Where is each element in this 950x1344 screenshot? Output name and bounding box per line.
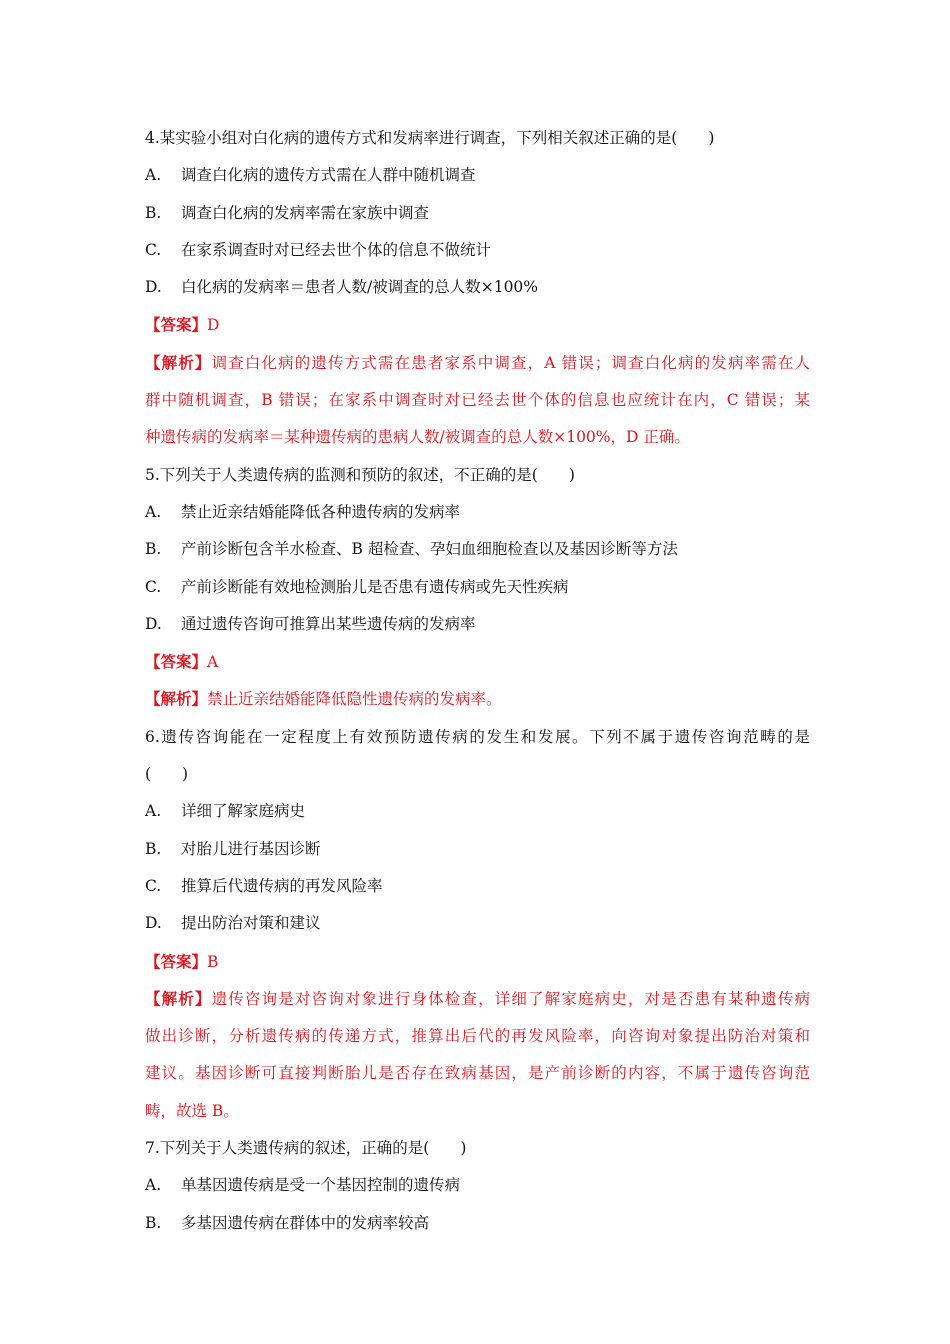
analysis-line: 群中随机调查，B 错误；在家系中调查时对已经去世个体的信息也应统计在内，C 错误；某 xyxy=(145,391,810,410)
question-7-option-b xyxy=(145,1205,810,1242)
question-6-option-b xyxy=(145,831,810,868)
analysis-line: 【解析】禁止近亲结婚能降低隐性遗传病的发病率。 xyxy=(145,689,502,709)
analysis-line: 种遗传病的发病率＝某种遗传病的患病人数/被调查的总人数×100%，D 正确。 xyxy=(145,428,690,447)
question-5-option-b xyxy=(145,531,810,568)
option-text: 调查白化病的遗传方式需在人群中随机调查 xyxy=(181,166,476,185)
answer-tag: 【答案】 xyxy=(145,652,208,672)
option-letter: A. xyxy=(145,1176,162,1195)
option-text: 调查白化病的发病率需在家族中调查 xyxy=(181,203,430,222)
option-letter: D. xyxy=(145,278,162,297)
analysis-tag: 【解析】 xyxy=(145,689,208,709)
question-4-option-b xyxy=(145,195,810,232)
question-5-option-d xyxy=(145,606,810,643)
question-6-stem xyxy=(145,719,810,794)
option-text: 多基因遗传病在群体中的发病率较高 xyxy=(181,1213,430,1232)
question-5-option-a xyxy=(145,494,810,531)
question-5-stem: 5.下列关于人类遗传病的监测和预防的叙述，不正确的是( ) xyxy=(145,465,575,484)
option-letter: C. xyxy=(145,577,162,596)
answer-value: B xyxy=(207,952,219,971)
question-7-option-a xyxy=(145,1167,810,1204)
option-text: 单基因遗传病是受一个基因控制的遗传病 xyxy=(181,1176,461,1195)
option-text: 详细了解家庭病史 xyxy=(181,802,306,821)
option-letter: A. xyxy=(145,166,162,185)
option-letter: B. xyxy=(145,203,162,222)
option-letter: C. xyxy=(145,876,162,895)
option-text: 在家系调查时对已经去世个体的信息不做统计 xyxy=(181,240,492,259)
question-6-option-a xyxy=(145,793,810,830)
question-7-stem: 7.下列关于人类遗传病的叙述，正确的是( ) xyxy=(145,1139,467,1158)
option-letter: C. xyxy=(145,240,162,259)
analysis-line: 畴，故选 B。 xyxy=(145,1101,239,1120)
option-letter: B. xyxy=(145,1213,162,1232)
question-6-answer xyxy=(145,943,810,980)
answer-tag: 【答案】 xyxy=(145,951,208,971)
option-letter: B. xyxy=(145,540,162,559)
analysis-line: 【解析】调查白化病的遗传方式需在患者家系中调查，A 错误；调查白化病的发病率需在人 xyxy=(145,352,810,372)
option-letter: A. xyxy=(145,802,162,821)
question-4-option-a xyxy=(145,157,810,194)
question-6-option-c xyxy=(145,868,810,905)
option-text: 推算后代遗传病的再发风险率 xyxy=(181,876,383,895)
question-6-analysis xyxy=(145,980,810,1130)
question-5-answer xyxy=(145,643,810,680)
stem-line: 6.遗传咨询能在一定程度上有效预防遗传病的发生和发展。下列不属于遗传咨询范畴的是 xyxy=(145,727,810,746)
option-letter: D. xyxy=(145,614,162,633)
option-text: 产前诊断包含羊水检查、B 超检查、孕妇血细胞检查以及基因诊断等方法 xyxy=(181,540,678,559)
question-4-analysis xyxy=(145,344,810,457)
answer-value: D xyxy=(207,316,220,335)
question-4-answer xyxy=(145,306,810,343)
option-letter: B. xyxy=(145,839,162,858)
analysis-tag: 【解析】 xyxy=(145,352,212,372)
analysis-tag: 【解析】 xyxy=(145,988,212,1008)
question-4-stem: 4.某实验小组对白化病的遗传方式和发病率进行调查，下列相关叙述正确的是( ) xyxy=(145,129,715,147)
question-5-option-c xyxy=(145,569,810,606)
analysis-line: 做出诊断，分析遗传病的传递方式，推算出后代的再发风险率，向咨询对象提出防治对策和 xyxy=(145,1027,810,1046)
option-text: 通过遗传咨询可推算出某些遗传病的发病率 xyxy=(181,614,476,633)
option-text: 提出防治对策和建议 xyxy=(181,914,321,933)
option-letter: A. xyxy=(145,502,162,521)
answer-tag: 【答案】 xyxy=(145,315,208,335)
option-letter: D. xyxy=(145,914,162,933)
option-text: 产前诊断能有效地检测胎儿是否患有遗传病或先天性疾病 xyxy=(181,577,569,596)
analysis-line: 【解析】遗传咨询是对咨询对象进行身体检查，详细了解家庭病史，对是否患有某种遗传病 xyxy=(145,988,810,1008)
stem-line: ( ) xyxy=(145,765,189,784)
analysis-line: 建议。基因诊断可直接判断胎儿是否存在致病基因，是产前诊断的内容，不属于遗传咨询范 xyxy=(145,1064,810,1083)
option-text: 白化病的发病率＝患者人数/被调查的总人数×100% xyxy=(181,278,539,297)
answer-value: A xyxy=(207,653,219,672)
question-5-analysis xyxy=(145,680,810,718)
question-4-option-c xyxy=(145,232,810,269)
question-4-option-d xyxy=(145,269,810,306)
option-text: 禁止近亲结婚能降低各种遗传病的发病率 xyxy=(181,502,461,521)
document-page xyxy=(145,120,810,1242)
option-text: 对胎儿进行基因诊断 xyxy=(181,839,321,858)
question-6-option-d xyxy=(145,905,810,942)
